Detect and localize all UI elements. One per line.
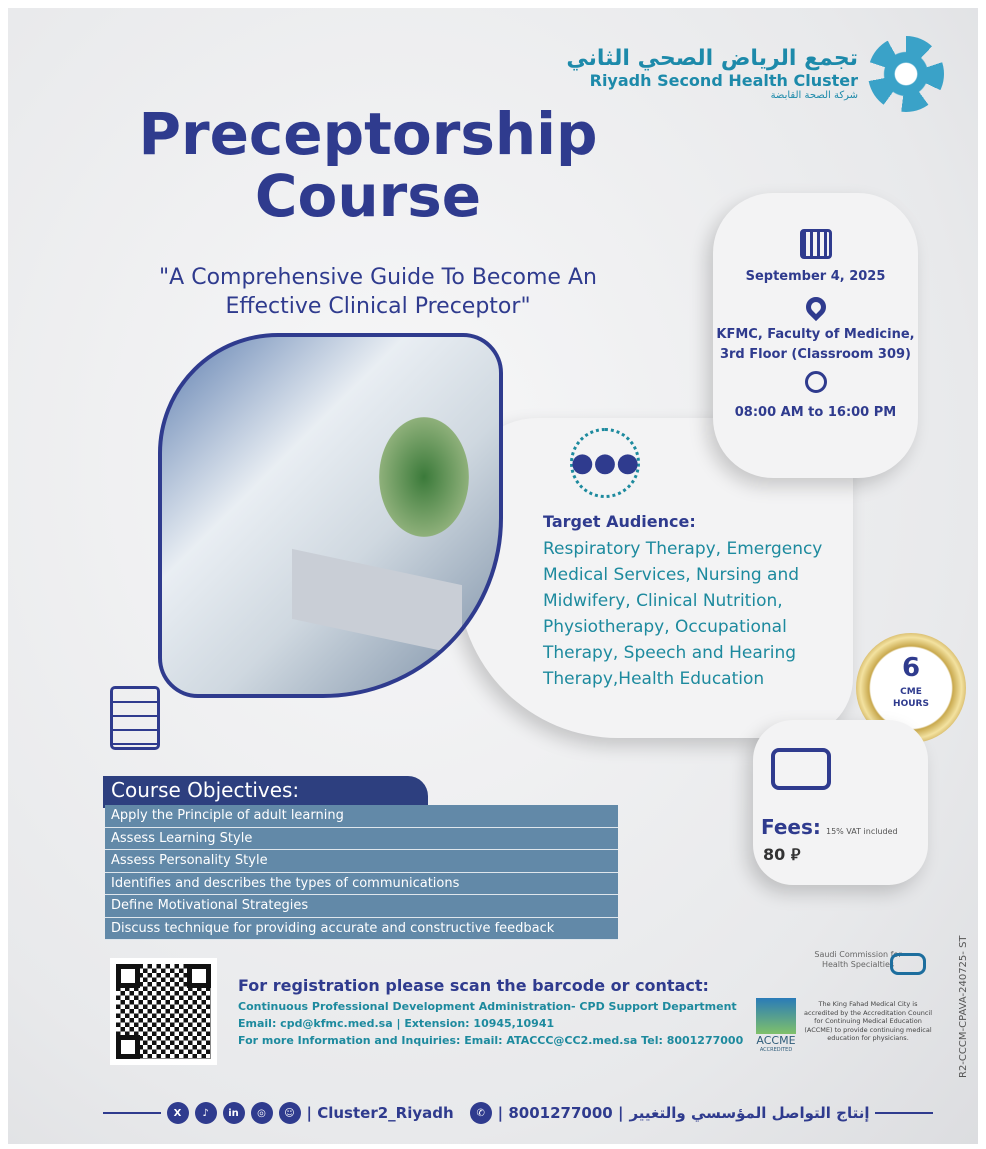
objectives-list: [105, 805, 618, 940]
location-line2: 3rd Floor (Classroom 309): [719, 347, 912, 362]
snapchat-icon[interactable]: ☺: [279, 1102, 301, 1124]
reference-code: R2-CCCM-CPAVA-240725- ST: [958, 935, 969, 1078]
objective-item: Discuss technique for providing accurate and constructive feedback: [105, 918, 618, 941]
linkedin-icon[interactable]: in: [223, 1102, 245, 1124]
scfhs-text: Saudi Commission for Health Specialties: [814, 950, 902, 969]
scfhs-logo-icon: [890, 953, 926, 975]
accme-statement: The King Fahad Medical City is accredited by the Accreditation Council for Continuing Medical Education (ACCME) to provide continuing medical education for physicians.: [803, 1000, 933, 1042]
poster: [8, 8, 978, 1144]
audience-title: Target Audience:: [543, 512, 696, 531]
arabic-name: تجمع الرياض الصحي الثاني: [566, 46, 858, 71]
cluster-name: [566, 46, 858, 101]
fees-vat: 15% VAT included: [825, 827, 898, 836]
cluster-logo-icon: [868, 36, 944, 112]
accme-sub: ACCREDITED: [759, 1047, 793, 1053]
event-date: September 4, 2025: [745, 269, 886, 284]
event-card: [713, 193, 918, 478]
riyal-icon: ⃁: [790, 845, 801, 864]
cme-label-2: HOURS: [893, 699, 929, 709]
accme-logo: [753, 998, 799, 1053]
x-icon[interactable]: X: [167, 1102, 189, 1124]
registration-inquiries: For more Information and Inquiries: Email: ATACCC@CC2.med.sa Tel: 8001277000: [238, 1034, 744, 1047]
footer-arabic: إنتاج التواصل المؤسسي والتغيير: [629, 1104, 870, 1122]
tiktok-icon[interactable]: ♪: [195, 1102, 217, 1124]
footer: [103, 1096, 933, 1130]
clock-icon: [805, 371, 827, 393]
registration-info: [238, 976, 743, 1049]
cme-hours: 6: [901, 653, 921, 683]
location-line1: KFMC, Faculty of Medicine,: [716, 327, 915, 342]
fees-card: [753, 720, 928, 885]
fees-amount: 80: [763, 845, 786, 864]
cme-label-1: CME: [900, 687, 922, 697]
fees-label: Fees:: [761, 815, 821, 839]
footer-divider: [875, 1112, 933, 1114]
audience-text: Respiratory Therapy, Emergency Medical Services, Nursing and Midwifery, Clinical Nutrition, Physiotherapy, Occupational Therapy, Speech and Hearing Therapy,Health Education: [543, 539, 823, 689]
calendar-icon: [800, 229, 832, 259]
phone-icon: ✆: [470, 1102, 492, 1124]
social-handle: | Cluster2_Riyadh: [306, 1104, 454, 1122]
page-title: Preceptorship Course: [138, 100, 598, 230]
registration-email: Email: cpd@kfmc.med.sa | Extension: 10945,10941: [238, 1017, 555, 1030]
event-time: 08:00 AM to 16:00 PM: [734, 405, 897, 420]
objective-item: Apply the Principle of adult learning: [105, 805, 618, 828]
location-pin-icon: [801, 293, 829, 321]
instagram-icon[interactable]: ◎: [251, 1102, 273, 1124]
wallet-icon: [771, 748, 831, 790]
arabic-sub: شركة الصحة القابضة: [770, 90, 858, 101]
objective-item: Identifies and describes the types of communications: [105, 873, 618, 896]
objectives-title: Course Objectives:: [103, 776, 428, 808]
footer-divider: [103, 1112, 161, 1114]
objective-item: Define Motivational Strategies: [105, 895, 618, 918]
audience-group-icon: ●●●: [570, 428, 640, 498]
objective-item: Assess Learning Style: [105, 828, 618, 851]
objective-item: Assess Personality Style: [105, 850, 618, 873]
english-name: Riyadh Second Health Cluster: [589, 71, 858, 90]
accme-icon: [756, 998, 796, 1034]
footer-phone: | 8001277000 |: [497, 1104, 624, 1122]
checklist-icon: [110, 686, 160, 750]
registration-heading: For registration please scan the barcode or contact:: [238, 976, 709, 995]
registration-department: Continuous Professional Development Administration- CPD Support Department: [238, 1000, 737, 1013]
doctor-photo: [158, 333, 503, 698]
subtitle: "A Comprehensive Guide To Become An Effective Clinical Preceptor": [159, 265, 597, 319]
cme-label: [856, 686, 966, 710]
accme-label: ACCME: [756, 1034, 796, 1047]
registration-qr-code[interactable]: [110, 958, 217, 1065]
